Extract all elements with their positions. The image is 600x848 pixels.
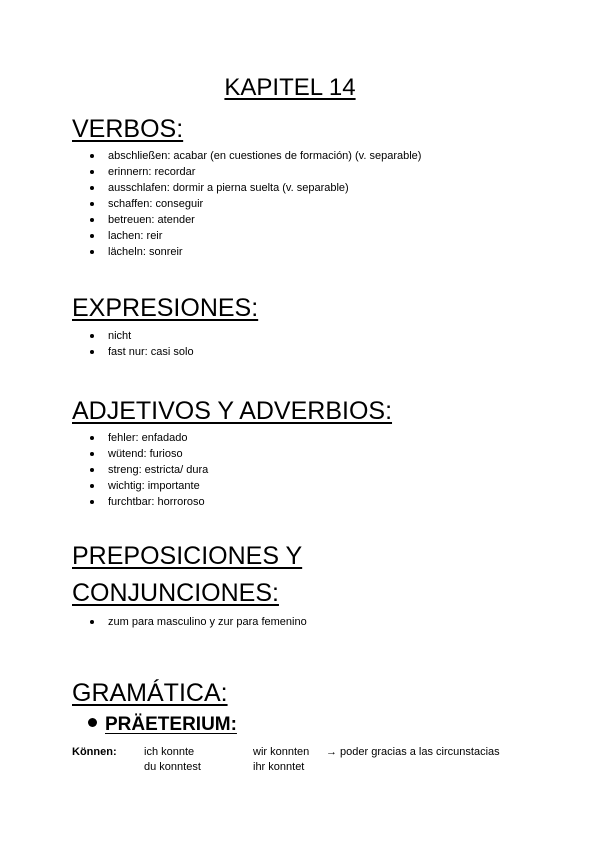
conjugation-meaning: → poder gracias a las circunstacias [326,746,500,758]
conjugation-du: du konntest [144,761,201,773]
list-item: ausschlafen: dormir a pierna suelta (v. separable) [88,180,421,196]
list-item: schaffen: conseguir [88,196,421,212]
list-item: wichtig: importante [88,478,208,494]
list-item: lächeln: sonreir [88,244,421,260]
verbos-heading: VERBOS: [72,115,184,143]
preposiciones-heading-line2: CONJUNCIONES: [72,579,279,607]
adjetivos-list [88,430,208,510]
page-title: KAPITEL 14 [224,74,356,101]
praeterium-subheading: PRÄETERIUM: [88,714,237,736]
list-item: wütend: furioso [88,446,208,462]
expresiones-list [88,328,194,360]
preposiciones-heading-line1: PREPOSICIONES Y [72,542,303,570]
list-item: furchtbar: horroroso [88,494,208,510]
list-item: streng: estricta/ dura [88,462,208,478]
preposiciones-list [88,614,307,630]
conjugation-ihr: ihr konntet [253,761,305,773]
verbos-list [88,148,421,260]
conjugation-ich: ich konnte [144,746,195,758]
conjugation-wir: wir konnten [253,746,310,758]
list-item: fast nur: casi solo [88,344,194,360]
list-item: nicht [88,328,194,344]
bullet-icon [88,718,97,727]
list-item: abschließen: acabar (en cuestiones de formación) (v. separable) [88,148,421,164]
list-item: lachen: reir [88,228,421,244]
list-item: betreuen: atender [88,212,421,228]
list-item: fehler: enfadado [88,430,208,446]
adjetivos-heading: ADJETIVOS Y ADVERBIOS: [72,397,393,425]
list-item: zum para masculino y zur para femenino [88,614,307,630]
verb-label: Können: [72,746,117,758]
expresiones-heading: EXPRESIONES: [72,294,259,322]
list-item: erinnern: recordar [88,164,421,180]
gramatica-heading: GRAMÁTICA: [72,679,228,707]
